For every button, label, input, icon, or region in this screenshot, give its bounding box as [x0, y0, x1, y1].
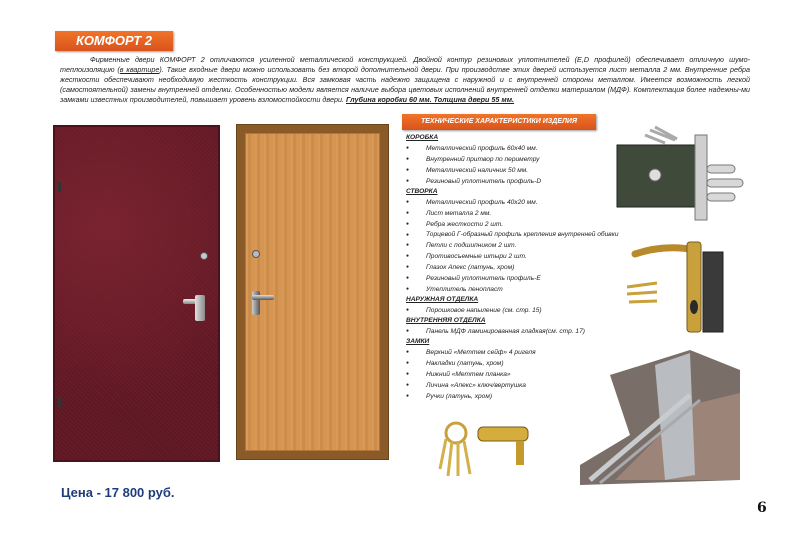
- description-dimensions: Глубина коробки 60 мм. Толщина двери 55 мм.: [345, 95, 515, 104]
- spec-item: ● Панель МДФ ламинированная гладкая(см. стр. 17): [406, 326, 626, 337]
- handle-lever-icon: [252, 295, 274, 300]
- product-title: КОМФОРТ 2: [55, 31, 173, 51]
- door-exterior-image: [53, 125, 220, 462]
- price-label: Цена - 17 800 руб.: [61, 485, 175, 500]
- profile-section-image: [570, 345, 745, 487]
- spec-item: ● Ребра жесткости 2 шт.: [406, 219, 626, 230]
- description-text: Фирменные двери КОМФОРТ 2 отличаются усиленной металлической конструкцией. Двойной контур резиновых уплотнителей (E,D профилей) обеспечивает отличную шумо-теплоизоляцию (: [60, 55, 750, 74]
- section-heading: НАРУЖНАЯ ОТДЕЛКА: [406, 296, 479, 303]
- section-heading: ЗАМКИ: [406, 338, 430, 345]
- spec-item: ● Внутренний притвор по периметру: [406, 154, 626, 165]
- section-heading: СТВОРКА: [406, 188, 438, 195]
- section-heading: КОРОБКА: [406, 134, 439, 141]
- spec-item: ● Металлический профиль 40х20 мм.: [406, 197, 626, 208]
- spec-item: ● Резиновый уплотнитель профиль-D: [406, 176, 626, 187]
- handle-plate-icon: [195, 295, 205, 321]
- spec-item: ● Глазок Апекс (латунь, хром): [406, 262, 626, 273]
- spec-item: ● Нижний «Меттем планка»: [406, 369, 626, 380]
- door-interior-image: [236, 124, 389, 460]
- lock-cylinder-icon: [252, 250, 260, 258]
- hinge-icon: [58, 182, 61, 192]
- description-text-2: ). Такие входные двери можно использовать без второй дополнительной двери. При производстве этих дверей используется лист металла 2 мм. Внутренние ребра жесткости обеспечивают необходимую жесткость конструкции. Вся замковая часть надежно защищена с наружной и с внутренней стороны металлом. Имеется возможность легкой (самостоятельной) замены внутренней отделки. Особенностью модели является наличие выбора цветовых исполнений внутренней отделки материалом (МДФ). Комплектация более надежны-ми замками известных производителей, повышает уровень взломостойкости двери.: [60, 65, 750, 104]
- spec-item: ● Торцевой Г-образный профиль крепления внутренней обивки: [406, 230, 626, 240]
- specs-title: ТЕХНИЧЕСКИЕ ХАРАКТЕРИСТИКИ ИЗДЕЛИЯ: [402, 114, 596, 130]
- spec-item: ● Резиновый уплотнитель профиль-Е: [406, 273, 626, 284]
- spec-item: ● Противосъемные штыри 2 шт.: [406, 251, 626, 262]
- hinge-icon: [58, 397, 61, 407]
- spec-item: ● Верхний «Меттем сейф» 4 ригеля: [406, 347, 626, 358]
- spec-item: ● Лист металла 2 мм.: [406, 208, 626, 219]
- spec-item: ● Металлический профиль 60х40 мм.: [406, 143, 626, 154]
- spec-item: ● Ручки (латунь, хром): [406, 391, 626, 402]
- page-number: 6: [757, 500, 767, 516]
- section-heading: ВНУТРЕННЯЯ ОТДЕЛКА: [406, 317, 486, 324]
- product-description: [60, 55, 750, 105]
- spec-item: ● Порошковое напыление (см. стр. 15): [406, 305, 626, 316]
- spec-item: ● Накладки (латунь, хром): [406, 358, 626, 369]
- spec-item: ● Утеплитель пенопласт: [406, 284, 626, 295]
- mdf-panel: [245, 133, 380, 451]
- spec-item: ● Металлический наличник 50 мм.: [406, 165, 626, 176]
- description-link: в квартире: [119, 65, 160, 74]
- cylinder-keys-image: [438, 413, 538, 483]
- handle-lock-image: [625, 232, 735, 342]
- lock-cylinder-icon: [200, 252, 208, 260]
- mortise-lock-image: [615, 125, 750, 225]
- spec-item: ● Петли с подшипником 2 шт.: [406, 240, 626, 251]
- spec-item: ● Личина «Апекс» ключ/вертушка: [406, 380, 626, 391]
